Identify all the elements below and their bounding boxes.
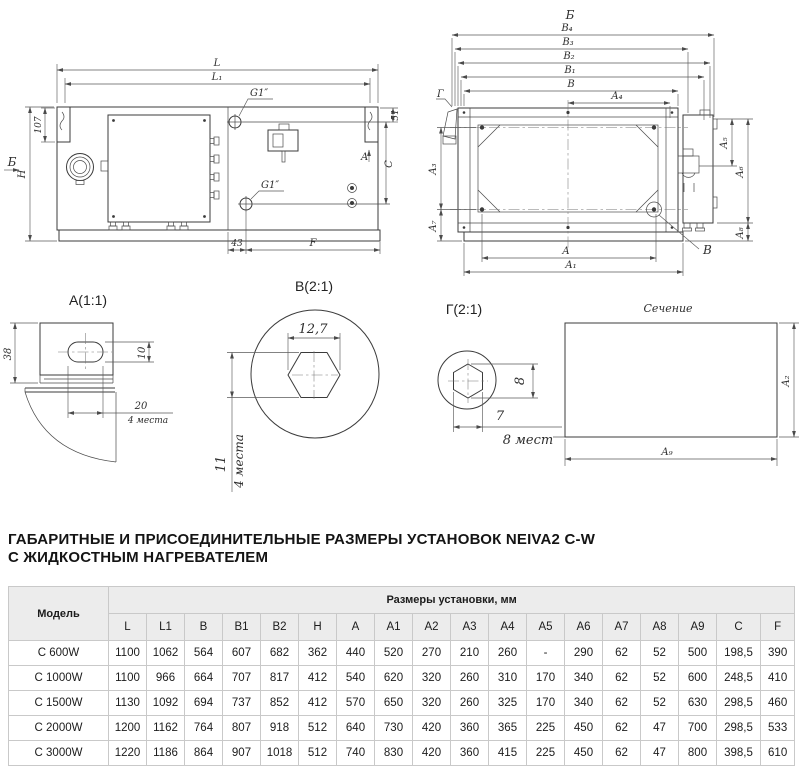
dimension-cell: 420: [413, 716, 451, 741]
dim-label-a6: A₆: [735, 166, 746, 178]
side-view-drawing: [4, 58, 401, 254]
dimension-cell: 320: [413, 691, 451, 716]
fan-port: [67, 154, 94, 185]
pressure-switch: [268, 124, 298, 162]
dimension-cell: 460: [761, 691, 795, 716]
dimension-cell: 390: [761, 641, 795, 666]
column-header-b1: B1: [223, 614, 261, 641]
column-header-a1: A1: [375, 614, 413, 641]
dimension-cell: 500: [679, 641, 717, 666]
section-drawing: [553, 302, 799, 466]
dim-label-b1: B₁: [564, 65, 576, 76]
dimension-cell: 864: [185, 741, 223, 766]
dim-label-20: 20: [134, 401, 148, 412]
dimension-cell: 260: [451, 666, 489, 691]
dimension-cell: 360: [451, 741, 489, 766]
dimension-cell: 362: [299, 641, 337, 666]
dimension-cell: 852: [261, 691, 299, 716]
dimension-cell: 707: [223, 666, 261, 691]
dimension-cell: 360: [451, 716, 489, 741]
dimension-cell: 260: [451, 691, 489, 716]
dimension-cell: 440: [337, 641, 375, 666]
column-header-l1: L1: [147, 614, 185, 641]
dimension-cell: 1130: [109, 691, 147, 716]
dimension-cell: 807: [223, 716, 261, 741]
dimension-cell: 640: [337, 716, 375, 741]
column-header-a4: A4: [489, 614, 527, 641]
dim-label-51: 51: [391, 109, 401, 121]
dimension-cell: 415: [489, 741, 527, 766]
dim-label-107: 107: [34, 116, 44, 134]
dimension-cell: 62: [603, 691, 641, 716]
dimension-cell: 210: [451, 641, 489, 666]
g1-port-bottom: [238, 180, 390, 212]
dimension-cell: 1092: [147, 691, 185, 716]
document-title: [8, 531, 792, 567]
dim-label-b: B: [567, 79, 575, 90]
dimension-cell: 564: [185, 641, 223, 666]
detail-g-title: Г(2:1): [445, 301, 483, 317]
detail-b-title: В(2:1): [294, 278, 334, 294]
detail-b-places-note: 4 места: [232, 434, 246, 488]
dimension-cell: 918: [261, 716, 299, 741]
dimension-cell: 170: [527, 691, 565, 716]
column-header-a9: A9: [679, 614, 717, 641]
detail-a-places-note: 4 места: [127, 416, 169, 426]
dim-label-a9: A₉: [661, 447, 673, 458]
dimension-cell: 62: [603, 741, 641, 766]
column-header-a3: A3: [451, 614, 489, 641]
dimension-cell: 512: [299, 716, 337, 741]
dimension-cell: 198,5: [717, 641, 761, 666]
side-view-body: [57, 107, 380, 241]
dim-label-b4: B₄: [561, 23, 573, 34]
dimension-cell: 740: [337, 741, 375, 766]
column-header-l: L: [109, 614, 147, 641]
detail-g-drawing: [438, 301, 562, 448]
view-b-title: Б: [565, 8, 575, 22]
dimension-cell: 966: [147, 666, 185, 691]
dimension-cell: 1018: [261, 741, 299, 766]
column-header-f: F: [761, 614, 795, 641]
dimension-cell: 398,5: [717, 741, 761, 766]
model-cell: С 1000W: [9, 666, 109, 691]
dimension-cell: 600: [679, 666, 717, 691]
dimension-cell: 700: [679, 716, 717, 741]
dimension-cell: 1220: [109, 741, 147, 766]
column-header-b2: B2: [261, 614, 299, 641]
dimension-cell: 1186: [147, 741, 185, 766]
dimension-cell: 412: [299, 666, 337, 691]
dim-label-a1: A₁: [565, 260, 577, 271]
dimension-cell: 610: [761, 741, 795, 766]
dim-label-l1: L₁: [211, 72, 223, 83]
dimension-cell: 540: [337, 666, 375, 691]
model-cell: С 600W: [9, 641, 109, 666]
dimension-cell: 1100: [109, 641, 147, 666]
detail-g-places-note: 8 мест: [502, 433, 554, 448]
dim-label-a4: A₄: [611, 91, 623, 102]
dimension-cell: 533: [761, 716, 795, 741]
dimension-cell: 1100: [109, 666, 147, 691]
dim-label-g-callout: Г: [437, 89, 444, 100]
dimension-cell: 62: [603, 641, 641, 666]
dimension-cell: 650: [375, 691, 413, 716]
dimension-cell: 47: [641, 741, 679, 766]
view-a-arrow-label: A: [361, 152, 369, 163]
dimension-cell: 340: [565, 691, 603, 716]
dim-label-b2: B₂: [563, 51, 575, 62]
dimension-cell: 830: [375, 741, 413, 766]
dimension-cell: 225: [527, 741, 565, 766]
dimension-cell: 62: [603, 716, 641, 741]
dimension-cell: 520: [375, 641, 413, 666]
dimension-cell: 248,5: [717, 666, 761, 691]
dim-label-7: 7: [495, 409, 505, 424]
dimension-cell: 62: [603, 666, 641, 691]
table-row: [9, 716, 795, 741]
dim-label-a: A: [562, 246, 570, 257]
column-header-a8: A8: [641, 614, 679, 641]
model-column-header: Модель: [9, 587, 109, 641]
column-header-a: A: [337, 614, 375, 641]
model-cell: С 1500W: [9, 691, 109, 716]
dimension-cell: 298,5: [717, 691, 761, 716]
dimension-cell: 1162: [147, 716, 185, 741]
dimension-cell: 365: [489, 716, 527, 741]
column-header-c: C: [717, 614, 761, 641]
dimensions-group-header: Размеры установки, мм: [109, 587, 795, 614]
dim-label-c: C: [384, 160, 395, 168]
control-box: [101, 115, 219, 230]
dimension-cell: 225: [527, 716, 565, 741]
dimension-cell: 1200: [109, 716, 147, 741]
dim-label-12-7: 12,7: [298, 322, 328, 337]
dimension-cell: 420: [413, 741, 451, 766]
detail-a-title: А(1:1): [68, 292, 108, 308]
dimension-cell: 694: [185, 691, 223, 716]
dim-label-8: 8: [513, 376, 528, 386]
dim-label-a2: A₂: [781, 375, 792, 387]
model-cell: С 3000W: [9, 741, 109, 766]
dim-label-h: H: [17, 169, 28, 179]
table-column-header-row: [9, 614, 795, 641]
table-row: [9, 666, 795, 691]
dim-label-l: L: [213, 58, 221, 69]
dimension-cell: 412: [299, 691, 337, 716]
table-row: [9, 641, 795, 666]
dimension-cell: 907: [223, 741, 261, 766]
g1-top-label: G1″: [250, 88, 269, 99]
dimension-cell: 620: [375, 666, 413, 691]
dimension-cell: 310: [489, 666, 527, 691]
dimension-cell: 270: [413, 641, 451, 666]
dim-label-a7: A₇: [428, 220, 439, 232]
dimension-cell: 450: [565, 716, 603, 741]
dimensions-table-body: [9, 641, 795, 766]
dimension-cell: 52: [641, 641, 679, 666]
dimension-cell: 664: [185, 666, 223, 691]
dimension-cell: 52: [641, 666, 679, 691]
dimension-cell: 340: [565, 666, 603, 691]
dim-label-38: 38: [3, 347, 14, 361]
g1-bottom-label: G1″: [261, 180, 280, 191]
dim-label-a3: A₃: [428, 163, 439, 175]
dim-label-b-callout: B: [703, 243, 712, 257]
dim-label-f: F: [309, 238, 317, 249]
dim-label-11: 11: [214, 455, 229, 473]
dimension-cell: 47: [641, 716, 679, 741]
dimensions-table: [8, 586, 795, 766]
b-view-drawing: [428, 8, 753, 276]
g1-port-top: [227, 88, 390, 130]
dimension-cell: 512: [299, 741, 337, 766]
dimension-cell: 682: [261, 641, 299, 666]
document-title-line1: ГАБАРИТНЫЕ И ПРИСОЕДИНИТЕЛЬНЫЕ РАЗМЕРЫ УСТАНОВОК NEIVA2 C-W: [8, 531, 596, 548]
dimension-cell: 1062: [147, 641, 185, 666]
dimension-cell: 320: [413, 666, 451, 691]
table-row: [9, 691, 795, 716]
b-view-side-box: [678, 110, 717, 231]
dim-label-10: 10: [137, 346, 148, 360]
dimension-cell: 607: [223, 641, 261, 666]
column-header-b: B: [185, 614, 223, 641]
view-b-arrow-label: Б: [7, 155, 17, 169]
dimension-cell: -: [527, 641, 565, 666]
dimension-cell: 290: [565, 641, 603, 666]
dimension-cell: 260: [489, 641, 527, 666]
dimension-cell: 298,5: [717, 716, 761, 741]
table-header-row-group: [9, 587, 795, 614]
dim-label-a5: A₅: [719, 137, 730, 149]
dimension-cell: 817: [261, 666, 299, 691]
section-title: Сечение: [643, 302, 693, 315]
dim-label-43: 43: [231, 239, 243, 249]
column-header-a6: A6: [565, 614, 603, 641]
dimension-cell: 410: [761, 666, 795, 691]
b-view-dimensions: [428, 8, 753, 276]
detail-b-drawing: [214, 278, 379, 492]
dim-label-a8: A₈: [735, 227, 746, 239]
dim-label-b3: B₃: [562, 37, 574, 48]
column-header-h: H: [299, 614, 337, 641]
dimension-cell: 764: [185, 716, 223, 741]
dimension-cell: 630: [679, 691, 717, 716]
dimension-cell: 730: [375, 716, 413, 741]
column-header-a5: A5: [527, 614, 565, 641]
column-header-a2: A2: [413, 614, 451, 641]
dimension-cell: 737: [223, 691, 261, 716]
dimension-cell: 325: [489, 691, 527, 716]
dimension-cell: 170: [527, 666, 565, 691]
model-cell: С 2000W: [9, 716, 109, 741]
b-view-frame: [443, 100, 688, 248]
table-row: [9, 741, 795, 766]
dimension-cell: 570: [337, 691, 375, 716]
dimension-cell: 450: [565, 741, 603, 766]
dimension-cell: 52: [641, 691, 679, 716]
dimension-cell: 800: [679, 741, 717, 766]
detail-a-drawing: [3, 292, 173, 462]
side-view-dimensions: [4, 58, 401, 254]
document-title-line2: С ЖИДКОСТНЫМ НАГРЕВАТЕЛЕМ: [8, 549, 269, 566]
column-header-a7: A7: [603, 614, 641, 641]
